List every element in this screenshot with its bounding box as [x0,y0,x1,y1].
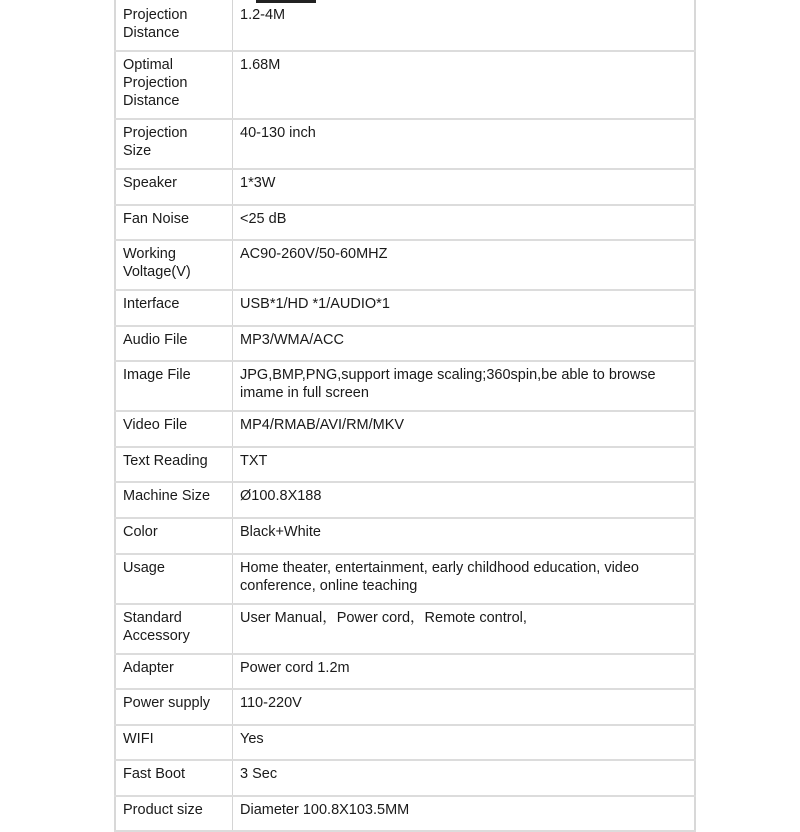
spec-value: 110-220V [233,689,696,725]
spec-table-body [115,0,695,831]
spec-label: Usage [115,554,233,604]
spec-label: Machine Size [115,482,233,518]
spec-label: Video File [115,411,233,447]
spec-value: 3 Sec [233,760,696,796]
spec-value: User Manual，Power cord，Remote control, [233,604,696,654]
spec-label: Optimal Projection Distance [115,51,233,119]
spec-row [115,326,695,361]
spec-value: AC90-260V/50-60MHZ [233,240,696,290]
spec-label: Working Voltage(V) [115,240,233,290]
spec-value: MP4/RMAB/AVI/RM/MKV [233,411,696,447]
spec-row [115,725,695,760]
spec-row [115,689,695,725]
spec-label: Speaker [115,169,233,205]
spec-row [115,411,695,447]
spec-value: Ø100.8X188 [233,482,696,518]
spec-label: Audio File [115,326,233,361]
spec-row [115,290,695,326]
spec-value: Power cord 1.2m [233,654,696,689]
spec-row [115,0,695,51]
spec-value: 1.68M [233,51,696,119]
spec-table [114,0,696,832]
spec-label: Projection Distance [115,0,233,51]
spec-label: Adapter [115,654,233,689]
spec-row [115,482,695,518]
spec-label: Power supply [115,689,233,725]
spec-value: Home theater, entertainment, early childhood education, video conference, online teaching [233,554,696,604]
spec-value: Yes [233,725,696,760]
spec-label: Fast Boot [115,760,233,796]
spec-value: 1.2-4M [233,0,696,51]
spec-value: 1*3W [233,169,696,205]
spec-label: Text Reading [115,447,233,482]
spec-label: Interface [115,290,233,326]
spec-label: Projection Size [115,119,233,169]
spec-row [115,760,695,796]
spec-row [115,518,695,554]
spec-value: TXT [233,447,696,482]
spec-row [115,604,695,654]
spec-value: USB*1/HD *1/AUDIO*1 [233,290,696,326]
spec-value: Diameter 100.8X103.5MM [233,796,696,831]
spec-row [115,654,695,689]
spec-row [115,205,695,240]
spec-row [115,554,695,604]
spec-value: Black+White [233,518,696,554]
spec-value: JPG,BMP,PNG,support image scaling;360spin,be able to browse imame in full screen [233,361,696,411]
spec-row [115,361,695,411]
spec-label: Image File [115,361,233,411]
spec-value: <25 dB [233,205,696,240]
spec-row [115,447,695,482]
spec-label: Color [115,518,233,554]
spec-label: WIFI [115,725,233,760]
spec-value: 40-130 inch [233,119,696,169]
spec-label: Fan Noise [115,205,233,240]
spec-label: Product size [115,796,233,831]
spec-row [115,796,695,831]
spec-label: Standard Accessory [115,604,233,654]
spec-row [115,169,695,205]
spec-row [115,240,695,290]
spec-row [115,51,695,119]
spec-row [115,119,695,169]
spec-value: MP3/WMA/ACC [233,326,696,361]
